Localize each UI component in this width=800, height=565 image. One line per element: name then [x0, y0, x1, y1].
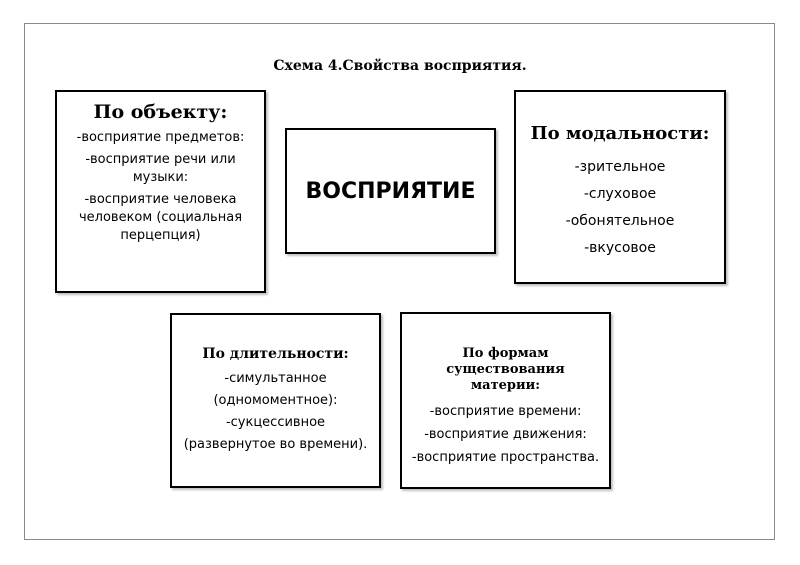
- diagram-title: Схема 4.Свойства восприятия.: [273, 58, 527, 74]
- modality-item: -вкусовое: [584, 240, 656, 256]
- matter-forms-items: [402, 400, 609, 469]
- central-concept-box: [285, 128, 496, 254]
- object-heading: По объекту:: [93, 101, 228, 123]
- object-box: [55, 90, 266, 293]
- duration-item: -сукцессивное: [225, 415, 326, 430]
- duration-item: (одномоментное):: [213, 393, 338, 408]
- object-items: [57, 129, 264, 245]
- modality-item: -зрительное: [574, 159, 666, 175]
- matter-forms-box: [400, 312, 611, 489]
- modality-items: [516, 154, 724, 262]
- matter-forms-item: -восприятие времени:: [429, 404, 582, 419]
- matter-forms-item: -восприятие движения:: [424, 427, 587, 442]
- matter-forms-item: -восприятие пространства.: [411, 450, 600, 465]
- duration-item: -симультанное: [224, 371, 327, 386]
- duration-item: (развернутое во времени).: [183, 437, 368, 452]
- modality-heading: По модальности:: [530, 123, 710, 144]
- object-item: -восприятие человека человеком (социальная перцепция): [78, 192, 243, 243]
- modality-box: [514, 90, 726, 284]
- duration-items: [172, 368, 379, 456]
- modality-item: -слуховое: [583, 186, 657, 202]
- duration-box: [170, 313, 381, 488]
- modality-item: -обонятельное: [565, 213, 675, 229]
- duration-heading: По длительности:: [202, 346, 349, 362]
- object-item: -восприятие предметов:: [76, 130, 245, 145]
- matter-forms-heading: По формам существования материи:: [446, 346, 565, 393]
- central-concept-label: ВОСПРИЯТИЕ: [305, 178, 476, 204]
- object-item: -восприятие речи или музыки:: [85, 152, 236, 185]
